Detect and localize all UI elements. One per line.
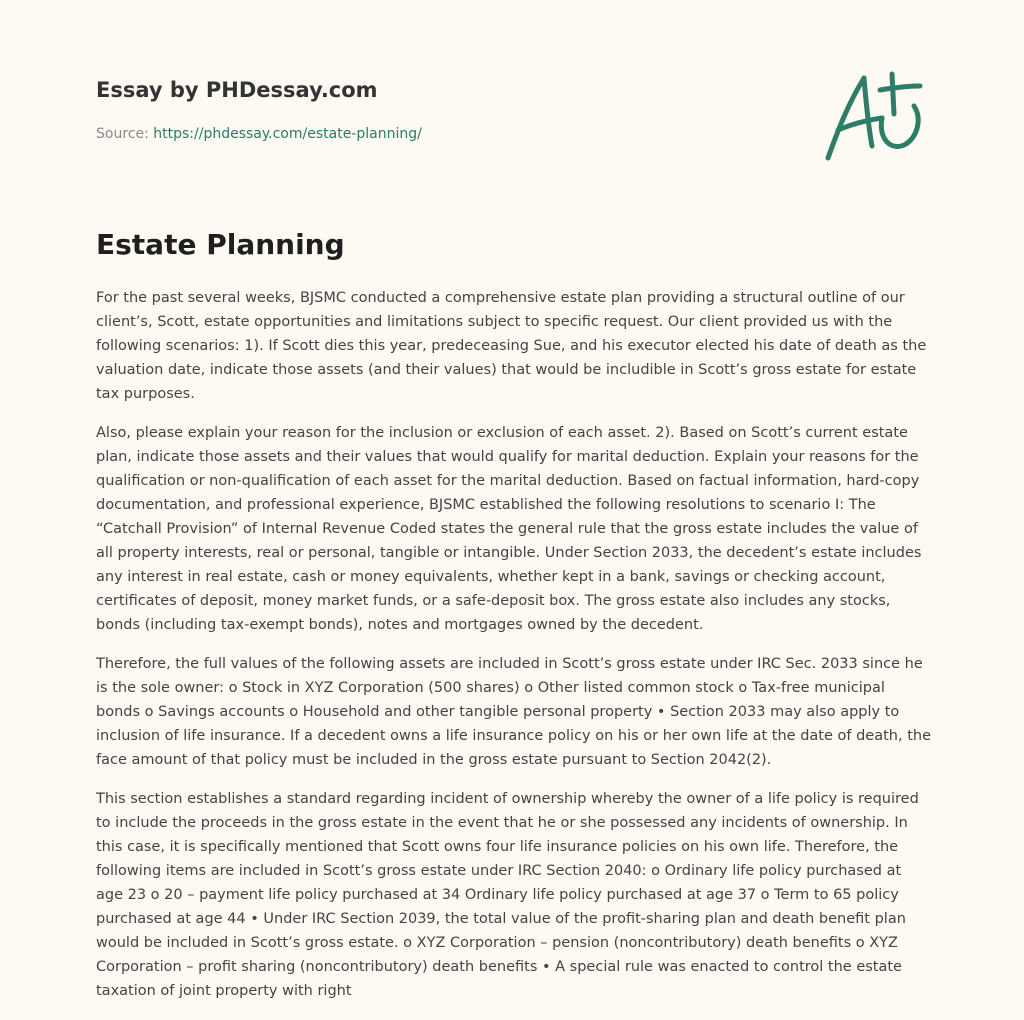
article-paragraph: Therefore, the full values of the following assets are included in Scott’s gross estate under IRC Sec. 2033 since he is the sole owner: o Stock in XYZ Corporation (500 shares) o Other listed common stock o Tax-free municipal bonds o Savings accounts o Household and other tangible personal property • Section 2033 may also apply to inclusion of life insurance. If a decedent owns a life insurance policy on his or her own life at the date of death, the face amount of that policy must be included in the gross estate pursuant to Section 2042(2). (96, 656, 932, 768)
article-title: Estate Planning (96, 228, 345, 261)
article-paragraph: Also, please explain your reason for the inclusion or exclusion of each asset. 2). Based on Scott’s current estate plan, indicate those assets and their values that would qualify for marital deduction. Explain your reasons for the qualification or non-qualification of each asset for the marital deduction. Based on factual information, hard-copy documentation, and professional experience, BJSMC established the following resolutions to scenario I: The “Catchall Provision” of Internal Revenue Coded states the general rule that the gross estate includes the value of all property interests, real or personal, tangible or intangible. Under Section 2033, the decedent’s estate includes any interest in real estate, cash or money equivalents, whether kept in a bank, savings or checking account, certificates of deposit, money market funds, or a safe-deposit box. The gross estate also includes any stocks, bonds (including tax-exempt bonds), notes and mortgages owned by the decedent. (96, 425, 922, 633)
article-paragraph: This section establishes a standard regarding incident of ownership whereby the owner of a life policy is required to include the proceeds in the gross estate in the event that he or she possessed any incidents of ownership. In this case, it is specifically mentioned that Scott owns four life insurance policies on his own life. Therefore, the following items are included in Scott’s gross estate under IRC Section 2040: o Ordinary life policy purchased at age 23 o 20 – payment life policy purchased at 34 Ordinary life policy purchased at age 37 o Term to 65 policy purchased at age 44 • Under IRC Section 2039, the total value of the profit-sharing plan and death benefit plan would be included in Scott’s gross estate. o XYZ Corporation – pension (noncontributory) death benefits o XYZ Corporation – profit sharing (noncontributory) death benefits • A special rule was enacted to control the estate taxation of joint property with right (96, 791, 919, 999)
site-header (96, 76, 928, 144)
source-label: Source: (96, 126, 154, 142)
source-link[interactable]: https://phdessay.com/estate-planning/ (153, 126, 422, 142)
a-plus-grade-icon (820, 66, 930, 166)
source-line (96, 124, 928, 144)
article-paragraph: For the past several weeks, BJSMC conducted a comprehensive estate plan providing a structural outline of our client’s, Scott, estate opportunities and limitations subject to specific request. Our client provided us with the following scenarios: 1). If Scott dies this year, predeceasing Sue, and his executor elected his date of death as the valuation date, indicate those assets (and their values) that would be includible in Scott’s gross estate for estate tax purposes. (96, 290, 927, 402)
article-body (96, 286, 932, 1018)
brand-title: Essay by PHDessay.com (96, 78, 378, 102)
